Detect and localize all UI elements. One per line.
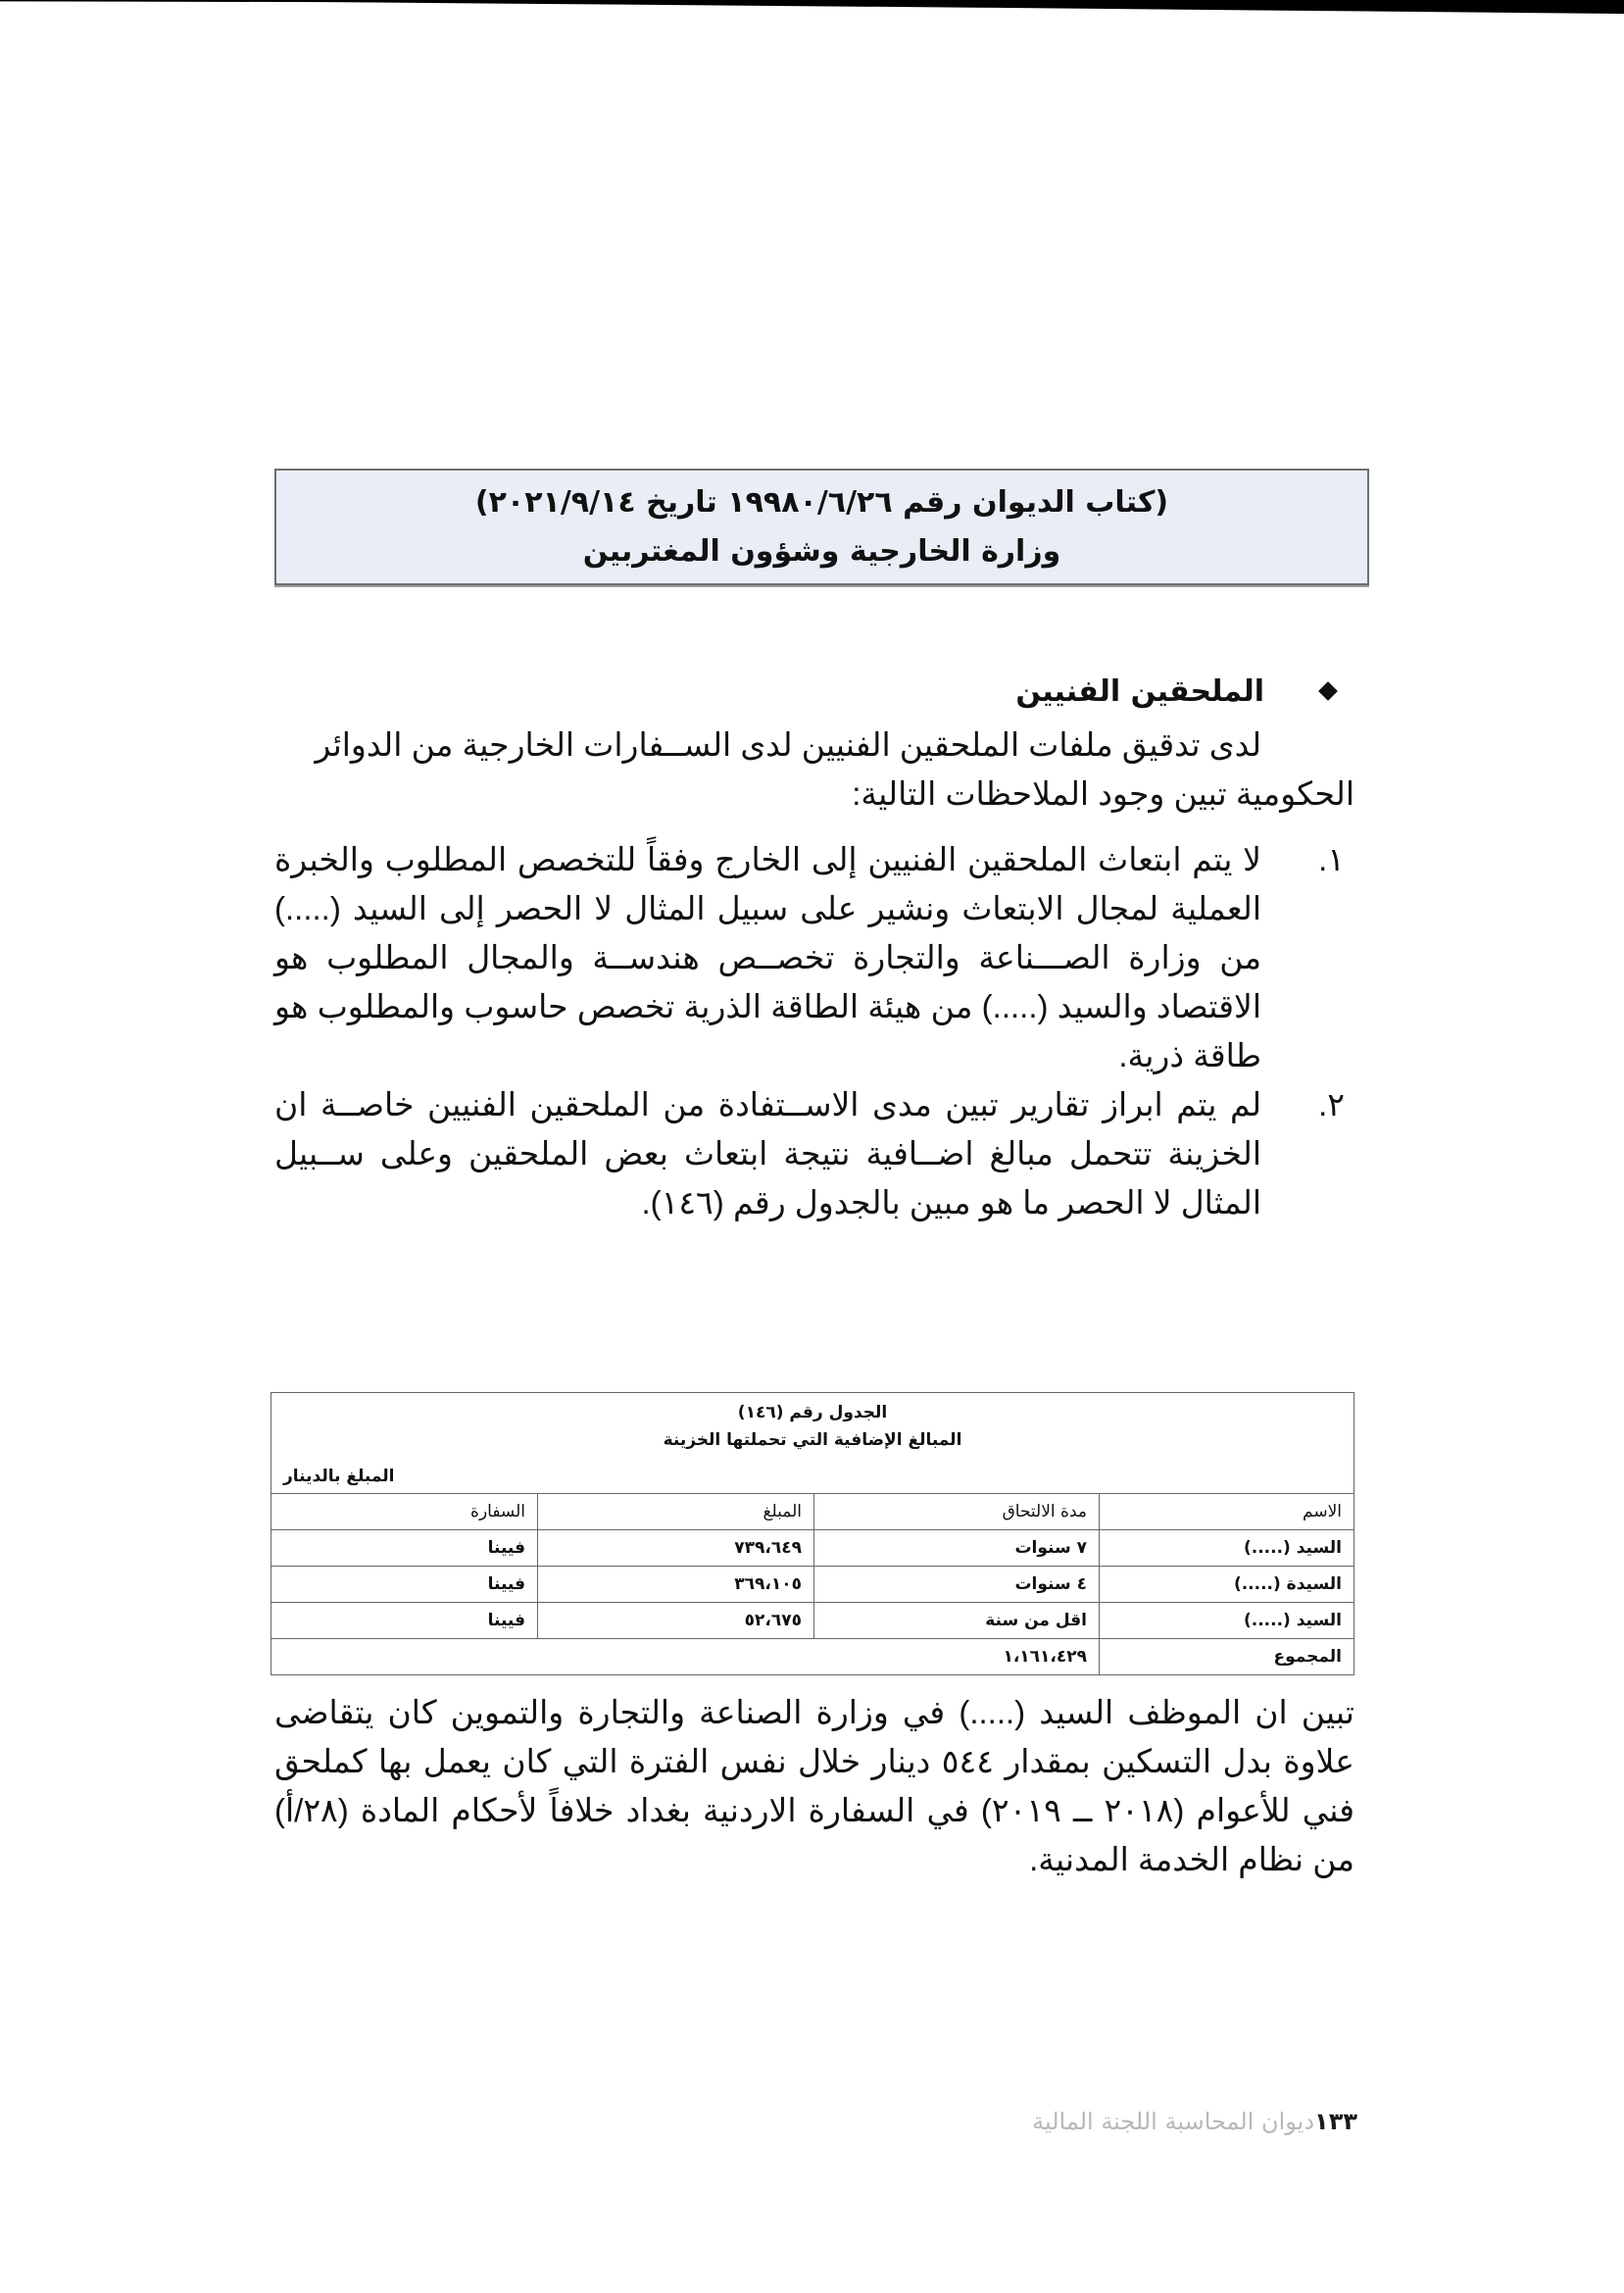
cell-amount: ٥٢،٦٧٥ bbox=[538, 1603, 814, 1639]
cell-embassy: فيينا bbox=[271, 1530, 538, 1567]
list-item-text: لم يتم ابراز تقارير تبين مدى الاســتفادة من الملحقين الفنيين خاصــة ان الخزينة تتحمل مبالغ اضــافية نتيجة ابتعاث بعض الملحقين وعلى ســبيل المثال لا الحصر ما هو مبين بالجدول رقم (١٤٦). bbox=[274, 1086, 1262, 1221]
scan-edge-artifact bbox=[0, 0, 1624, 14]
total-label: المجموع bbox=[1100, 1639, 1354, 1675]
column-header-duration: مدة الالتحاق bbox=[814, 1494, 1100, 1530]
list-item bbox=[274, 835, 1354, 1080]
document-header-box bbox=[274, 469, 1369, 585]
column-header-embassy: السفارة bbox=[271, 1494, 538, 1530]
cell-name: السيد (.....) bbox=[1100, 1603, 1354, 1639]
total-value: ١،١٦١،٤٢٩ bbox=[271, 1639, 1100, 1675]
list-item-number: ١. bbox=[1318, 841, 1345, 877]
observations-list bbox=[274, 835, 1354, 1227]
page-number: ١٣٣ bbox=[1314, 2108, 1357, 2135]
footer-text: ديوان المحاسبة اللجنة المالية bbox=[1032, 2108, 1315, 2135]
cell-amount: ٧٣٩،٦٤٩ bbox=[538, 1530, 814, 1567]
cell-embassy: فيينا bbox=[271, 1567, 538, 1603]
section-heading-text: الملحقين الفنيين bbox=[1015, 673, 1264, 709]
cell-name: السيدة (.....) bbox=[1100, 1567, 1354, 1603]
cell-name: السيد (.....) bbox=[1100, 1530, 1354, 1567]
column-header-amount: المبلغ bbox=[538, 1494, 814, 1530]
closing-paragraph: تبين ان الموظف السيد (.....) في وزارة الصناعة والتجارة والتموين كان يتقاضى علاوة بدل التسكين بمقدار ٥٤٤ دينار خلال نفس الفترة التي كان يعمل بها كملحق فني للأعوام (٢٠١٨ ــ ٢٠١٩) في السفارة الاردنية بغداد خلافاً لأحكام المادة (٢٨/أ) من نظام الخدمة المدنية. bbox=[274, 1694, 1354, 1877]
table-row bbox=[271, 1530, 1354, 1567]
diamond-bullet-icon bbox=[1318, 681, 1338, 701]
additional-amounts-table bbox=[271, 1392, 1354, 1675]
intro-line-2: الحكومية تبين وجود الملاحظات التالية: bbox=[852, 775, 1354, 812]
column-header-name: الاسم bbox=[1100, 1494, 1354, 1530]
cell-duration: ٧ سنوات bbox=[814, 1530, 1100, 1567]
table-row bbox=[271, 1603, 1354, 1639]
cell-amount: ٣٦٩،١٠٥ bbox=[538, 1567, 814, 1603]
cell-duration: ٤ سنوات bbox=[814, 1567, 1100, 1603]
section-heading bbox=[274, 667, 1354, 716]
table-subtitle: المبالغ الإضافية التي تحملتها الخزينة bbox=[663, 1430, 962, 1450]
intro-paragraph bbox=[274, 721, 1354, 819]
page-footer bbox=[804, 2108, 1357, 2135]
list-item-number: ٢. bbox=[1318, 1086, 1345, 1122]
cell-duration: اقل من سنة bbox=[814, 1603, 1100, 1639]
table-header-row bbox=[271, 1494, 1354, 1530]
list-item bbox=[274, 1080, 1354, 1227]
header-reference-line: (كتاب الديوان رقم ١٩٩٨٠/٦/٢٦ تاريخ ٢٠٢١/٩/١٤) bbox=[474, 484, 1169, 520]
intro-line-1: لدى تدقيق ملفات الملحقين الفنيين لدى الســفارات الخارجية من الدوائر bbox=[315, 726, 1261, 763]
table-title: الجدول رقم (١٤٦) bbox=[737, 1403, 888, 1422]
table-caption bbox=[271, 1393, 1354, 1494]
header-ministry-line: وزارة الخارجية وشؤون المغتربين bbox=[582, 533, 1061, 569]
list-item-text: لا يتم ابتعاث الملحقين الفنيين إلى الخارج وفقاً للتخصص المطلوب والخبرة العملية لمجال الابتعاث ونشير على سبيل المثال لا الحصر إلى السيد (.....) من وزارة الصـــناعة والتجارة تخصــص هندســة والمجال المطلوب هو الاقتصاد والسيد (.....) من هيئة الطاقة الذرية تخصص حاسوب والمطلوب هو طاقة ذرية. bbox=[274, 841, 1261, 1073]
table-row bbox=[271, 1567, 1354, 1603]
cell-embassy: فيينا bbox=[271, 1603, 538, 1639]
table-caption-row bbox=[271, 1393, 1354, 1494]
table-unit-label: المبلغ بالدينار bbox=[283, 1467, 395, 1486]
table-total-row bbox=[271, 1639, 1354, 1675]
